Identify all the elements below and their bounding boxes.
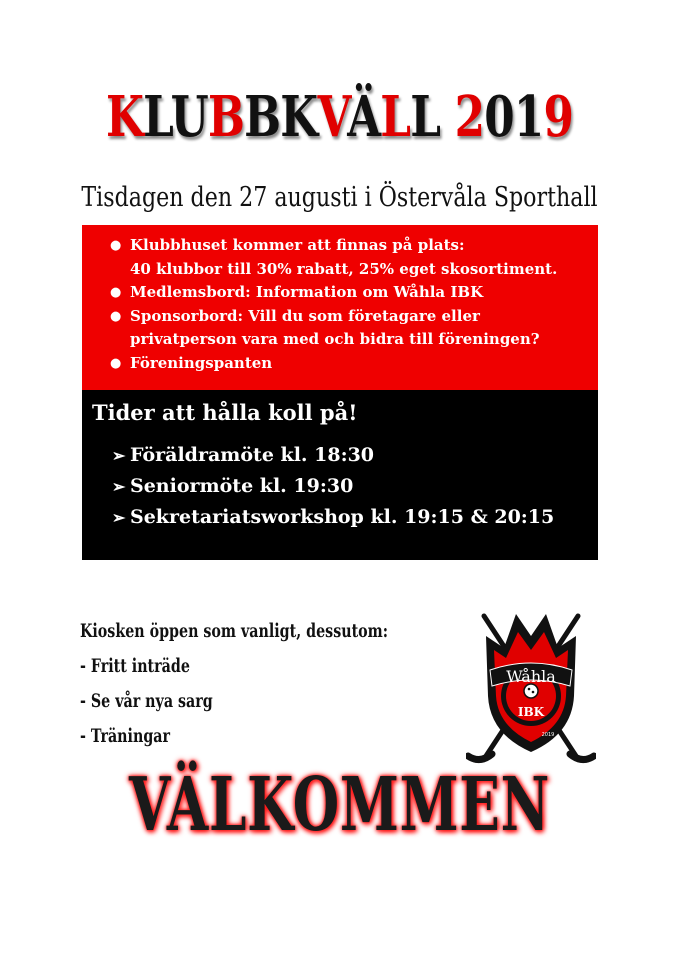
info-box (82, 225, 598, 390)
kiosk-section (80, 614, 388, 754)
bullet-icon: ● (110, 355, 122, 371)
kiosk-item: - Träningar (80, 725, 171, 747)
title-part: 2 (454, 84, 485, 150)
schedule-heading: Tider att hålla koll på! (92, 400, 358, 425)
wahla-ibk-logo-icon (466, 596, 596, 772)
title-part: 9 (543, 84, 574, 150)
title-part: Ä (347, 84, 381, 150)
list-item-line: Medlemsbord: Information om Wåhla IBK (130, 283, 484, 301)
arrow-bullet-icon: ➢ (112, 446, 126, 465)
list-item (110, 352, 598, 376)
page-title (75, 84, 605, 150)
schedule-list (112, 440, 554, 533)
event-date-location: Tisdagen den 27 augusti i Östervåla Sporthall (81, 182, 598, 213)
list-item-line: 40 klubbor till 30% rabatt, 25% eget skosortiment. (130, 259, 558, 278)
list-item (110, 305, 598, 352)
logo-abbr: IBK (517, 705, 545, 719)
kiosk-item: - Fritt inträde (80, 655, 190, 677)
title-part: L (410, 84, 455, 150)
kiosk-heading: Kiosken öppen som vanligt, dessutom: (80, 620, 389, 642)
schedule-item (112, 440, 554, 471)
schedule-item-text: Seniormöte kl. 19:30 (130, 475, 354, 497)
title-part: K (105, 84, 144, 150)
title-part: V (317, 84, 348, 150)
schedule-item-text: Föräldramöte kl. 18:30 (130, 444, 375, 466)
bullet-icon: ● (110, 308, 122, 324)
title-part: BK (244, 84, 318, 150)
logo-name: Wåhla (506, 667, 556, 686)
list-item-line: Klubbhuset kommer att finnas på plats: (130, 236, 465, 254)
title-part: LU (143, 84, 208, 150)
bullet-icon: ● (110, 285, 122, 300)
schedule-item-text: Sekretariatsworkshop kl. 19:15 & 20:15 (130, 506, 555, 528)
list-item (110, 281, 598, 305)
info-list (82, 225, 598, 375)
list-item-line: privatperson vara med och bidra till föreningen? (130, 330, 540, 348)
list-item-line: Sponsorbord: Vill du som företagare eller (130, 306, 480, 325)
schedule-box (82, 390, 598, 560)
title-part: L (380, 84, 411, 150)
arrow-bullet-icon: ➢ (112, 508, 126, 527)
schedule-item (112, 471, 554, 502)
arrow-bullet-icon: ➢ (112, 477, 126, 496)
schedule-item (112, 502, 554, 533)
list-item-line: Föreningspanten (130, 353, 273, 372)
list-item (110, 234, 598, 281)
kiosk-item: - Se vår nya sarg (80, 690, 213, 712)
welcome-heading: VÄLKOMMEN (128, 762, 551, 848)
logo-year: 2019 (541, 732, 555, 738)
title-part: 01 (484, 84, 544, 150)
title-part: B (207, 84, 245, 150)
bullet-icon: ● (110, 238, 122, 253)
